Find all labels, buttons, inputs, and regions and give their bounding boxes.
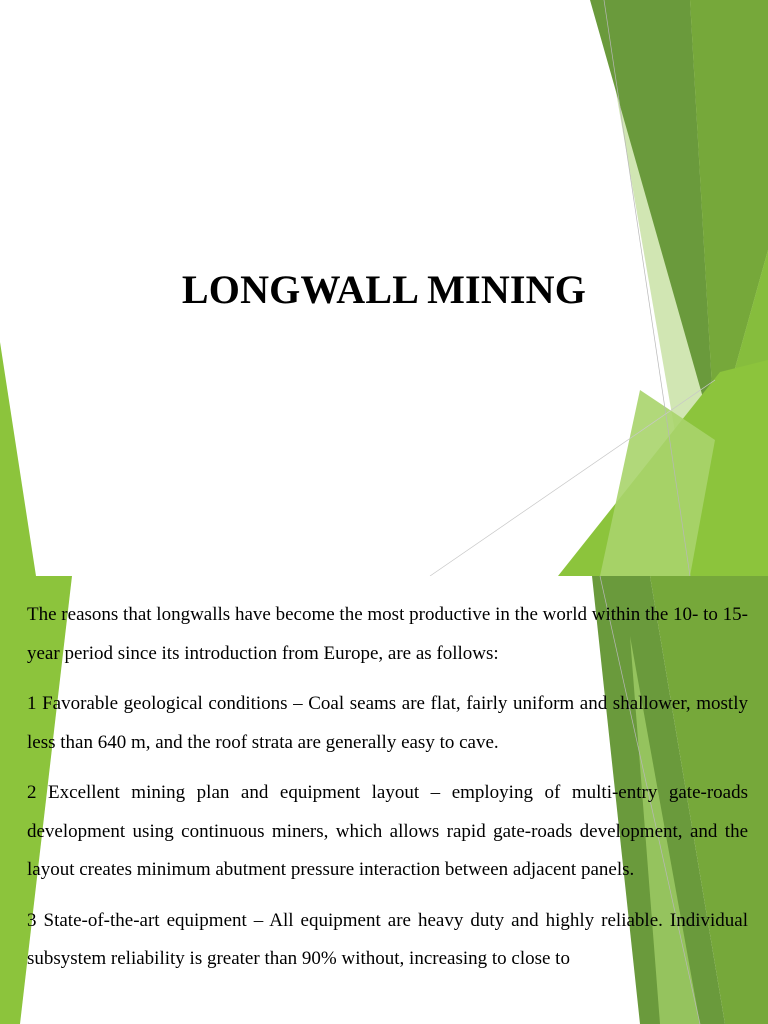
content-slide — [0, 576, 768, 1024]
slide-title: LONGWALL MINING — [181, 267, 587, 312]
intro-paragraph: The reasons that longwalls have become the most productive in the world within the 10- to 15-year period since its introduction from Europe, are as follows: — [27, 604, 748, 664]
left-green-sliver — [0, 342, 36, 576]
reason-2-paragraph: 2 Excellent mining plan and equipment layout – employing of multi-entry gate-roads development using continuous miners, which allows rapid gate-roads development, and the layout creates minimum abutment pressure interaction between adjacent panels. — [27, 782, 748, 880]
body-text — [27, 596, 748, 991]
reason-1-paragraph: 1 Favorable geological conditions – Coal seams are flat, fairly uniform and shallower, mostly less than 640 m, and the roof strata are generally easy to cave. — [27, 693, 748, 753]
reason-3-paragraph: 3 State-of-the-art equipment – All equipment are heavy duty and highly reliable. Individual subsystem reliability is greater than 90% without, increasing to close to — [27, 909, 748, 969]
